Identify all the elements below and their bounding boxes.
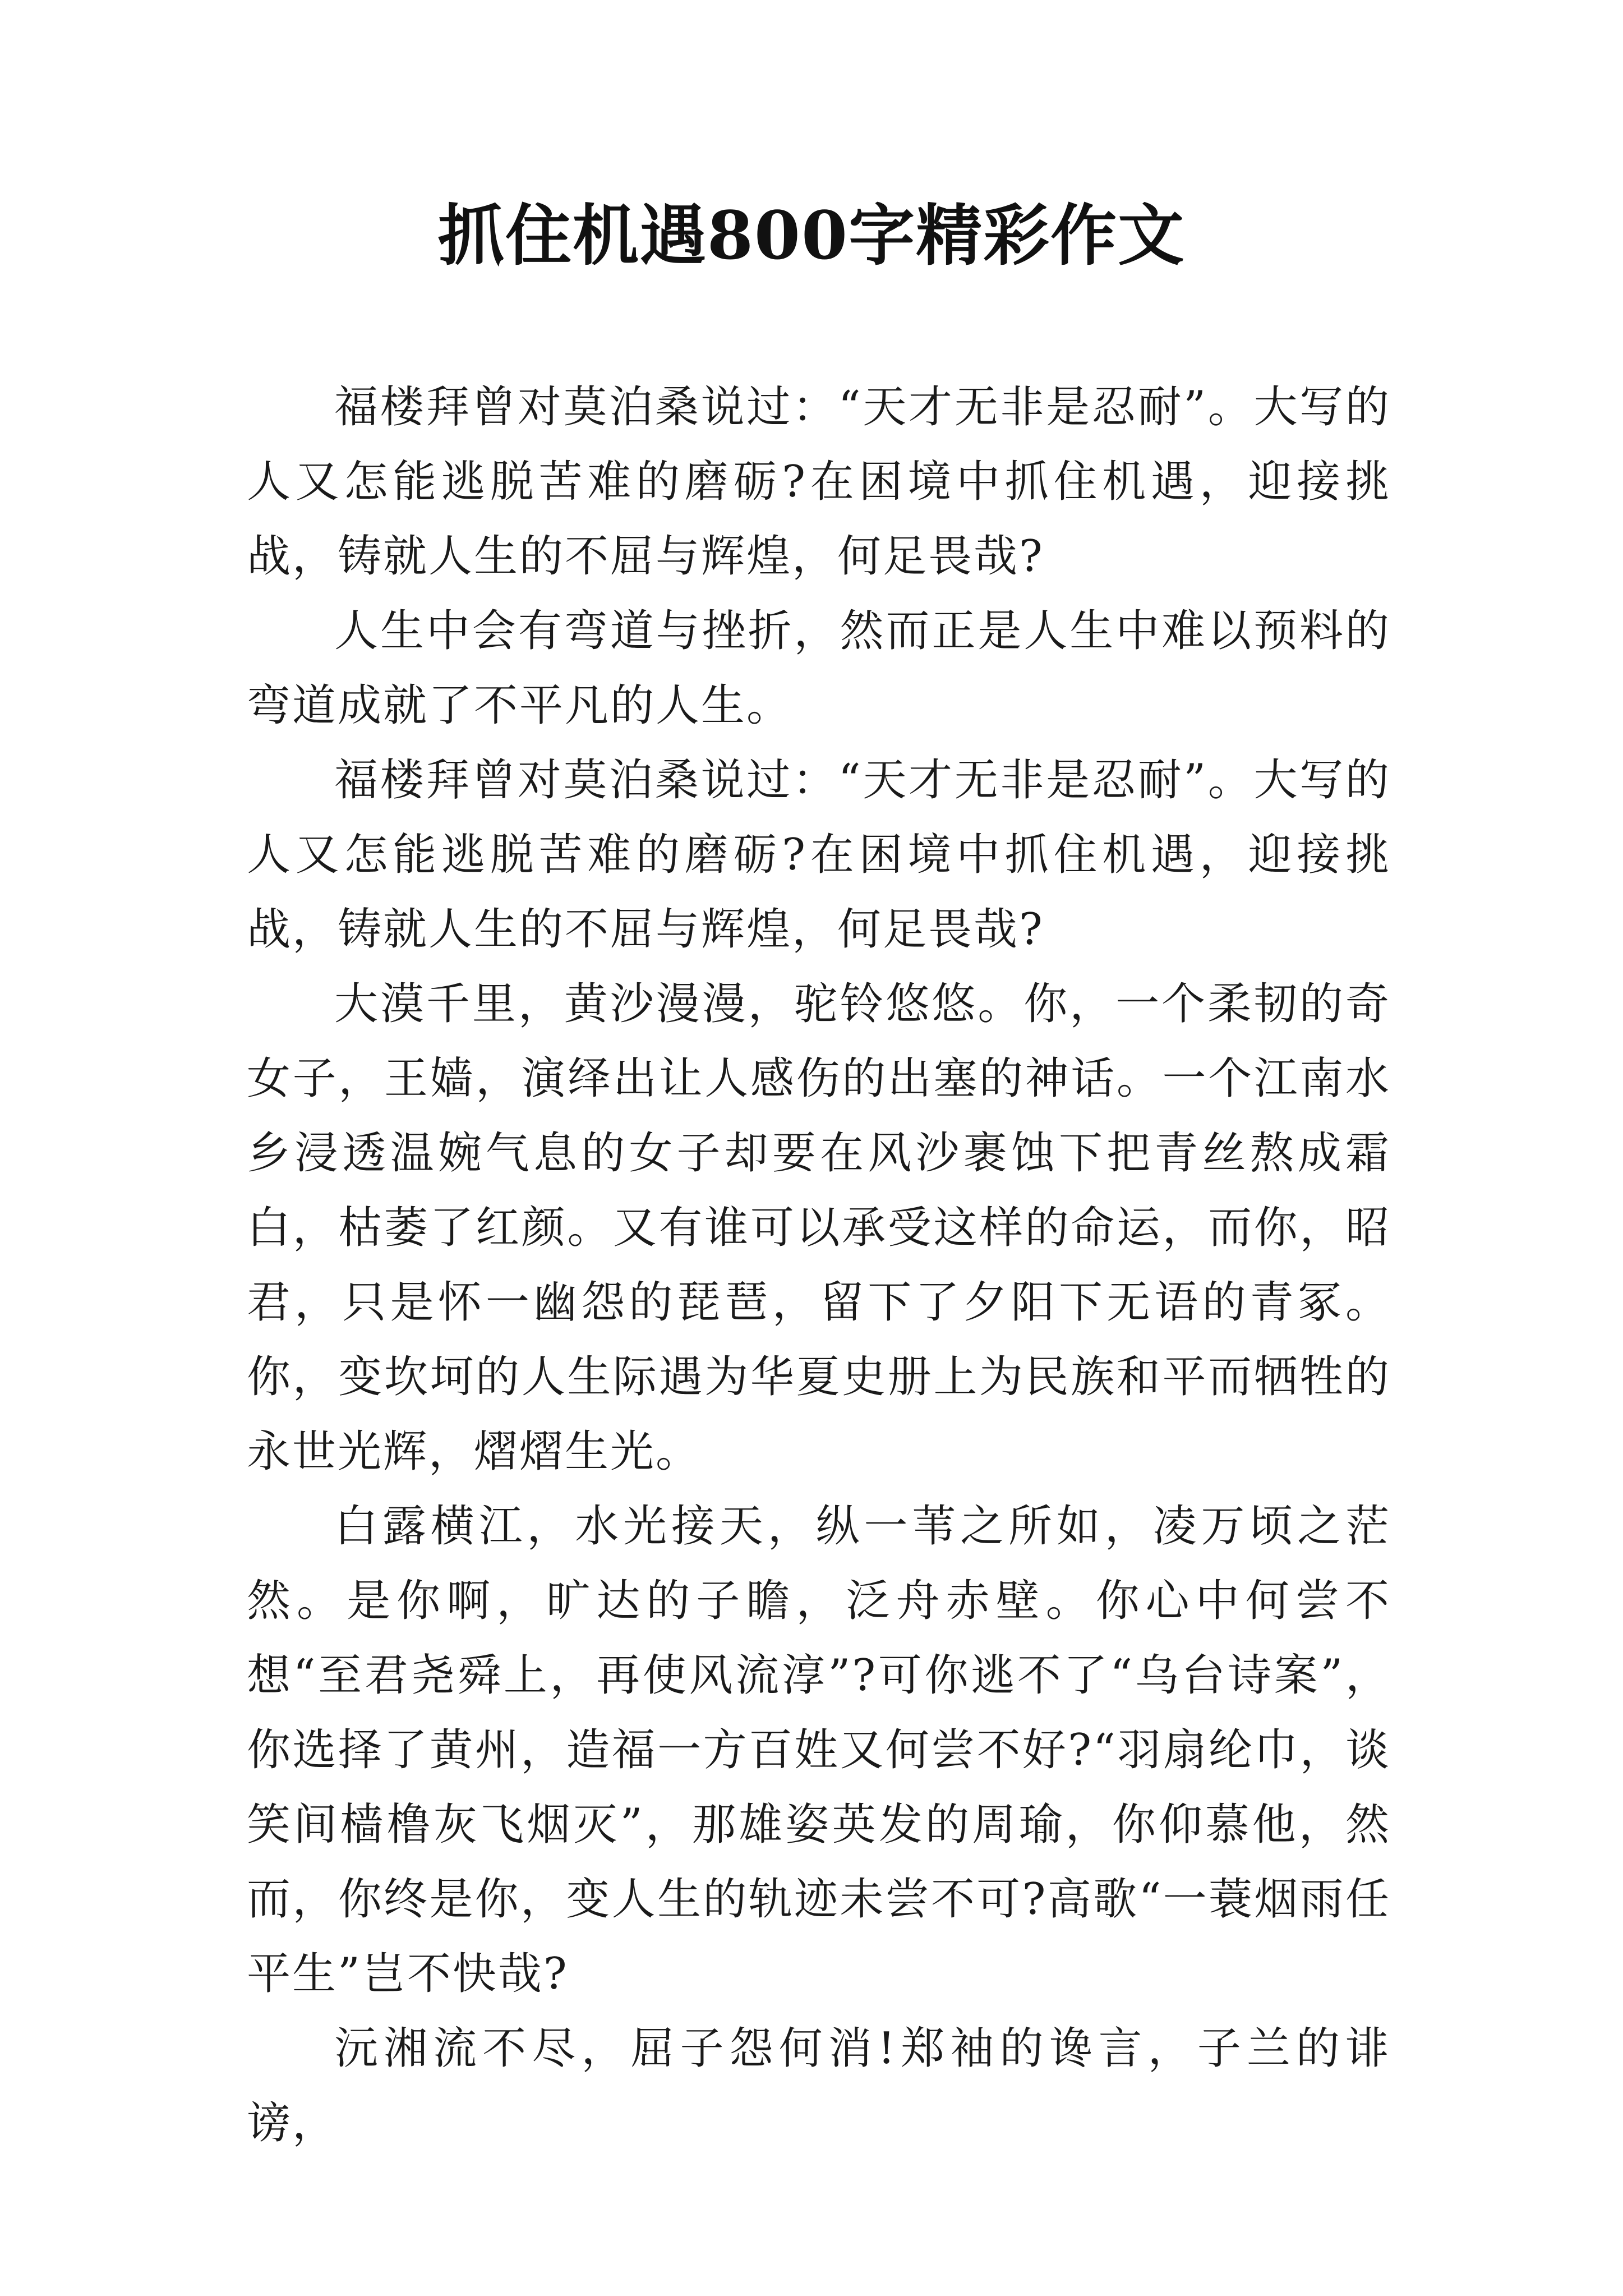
- paragraph: 白露横江，水光接天，纵一苇之所如，凌万顷之茫然。是你啊，旷达的子瞻，泛舟赤壁。你心中何尝不想“至君尧舜上，再使风流淳”?可你逃不了“乌台诗案”，你选择了黄州，造福一方百姓又何尝不好?“羽扇纶巾，谈笑间樯橹灰飞烟灭”，那雄姿英发的周瑜，你仰慕他，然而，你终是你，变人生的轨迹未尝不可?高歌“一蓑烟雨任平生”岂不快哉?: [247, 1501, 1391, 1999]
- paragraph: 人生中会有弯道与挫折，然而正是人生中难以预料的弯道成就了不平凡的人生。: [247, 606, 1391, 731]
- document-title: 抓住机遇800字精彩作文: [437, 196, 1186, 274]
- document-body: [247, 370, 1391, 2161]
- paragraph: 大漠千里，黄沙漫漫，驼铃悠悠。你，一个柔韧的奇女子，王嫱，演绎出让人感伤的出塞的神话。一个江南水乡浸透温婉气息的女子却要在风沙裹蚀下把青丝熬成霜白，枯萎了红颜。又有谁可以承受这样的命运，而你，昭君，只是怀一幽怨的琵琶，留下了夕阳下无语的青冢。你，变坎坷的人生际遇为华夏史册上为民族和平而牺牲的永世光辉，熠熠生光。: [247, 979, 1391, 1477]
- paragraph: 沅湘流不尽，屈子怨何消!郑袖的谗言，子兰的诽谤，: [247, 2023, 1391, 2148]
- paragraph: 福楼拜曾对莫泊桑说过：“天才无非是忍耐”。大写的人又怎能逃脱苦难的磨砺?在困境中抓住机遇，迎接挑战，铸就人生的不屈与辉煌，何足畏哉?: [247, 382, 1391, 582]
- paragraph: 福楼拜曾对莫泊桑说过：“天才无非是忍耐”。大写的人又怎能逃脱苦难的磨砺?在困境中抓住机遇，迎接挑战，铸就人生的不屈与辉煌，何足畏哉?: [247, 755, 1391, 955]
